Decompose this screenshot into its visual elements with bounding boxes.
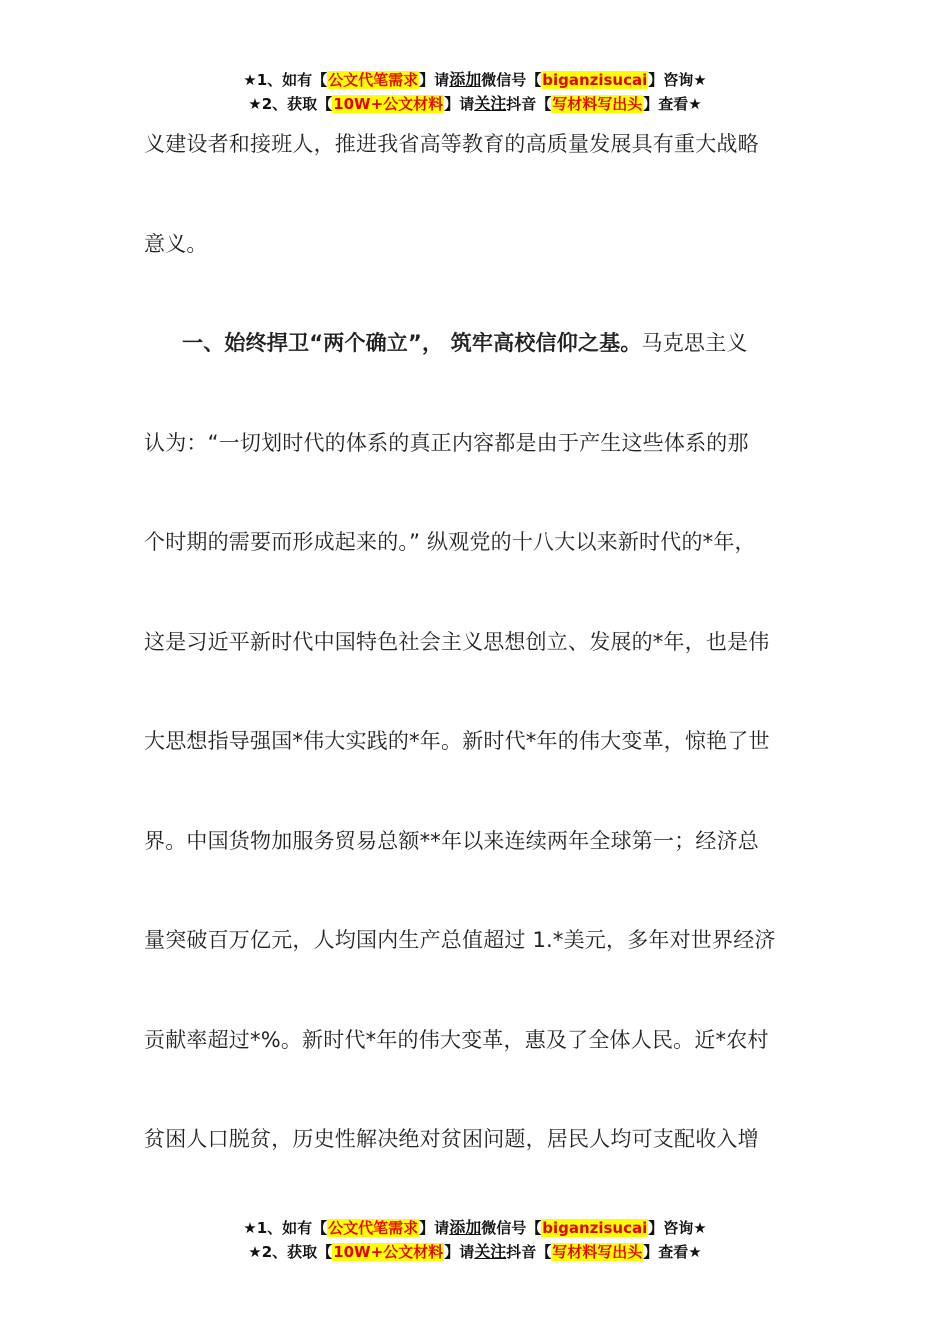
highlight-service: 公文代笔需求 [328, 71, 419, 89]
body-line: 个时期的需要而形成起来的。” 纵观党的十八大以来新时代的*年， [144, 530, 756, 554]
banner-text: 微信号【 [481, 71, 542, 89]
banner-text: ★2、获取【 [248, 95, 333, 113]
banner-text: 微信号【 [481, 1219, 542, 1237]
highlight-wechat-id: biganzisucai [542, 1219, 648, 1237]
banner-text: 】请 [444, 1243, 475, 1261]
body-line: 意义。 [144, 231, 208, 256]
body-line: 贫困人口脱贫，历史性解决绝对贫困问题，居民人均可支配收入增 [144, 1127, 759, 1151]
body-line: 认为：“一切划时代的体系的真正内容都是由于产生这些体系的那 [144, 430, 749, 455]
highlight-douyin-id: 写材料写出头 [552, 1243, 643, 1261]
highlight-wechat-id: biganzisucai [542, 71, 648, 89]
banner-line-2 [0, 1240, 950, 1264]
body-line: 贡献率超过*%。新时代*年的伟大变革，惠及了全体人民。近*农村 [144, 1027, 769, 1052]
banner-text: 抖音【 [506, 1243, 552, 1261]
banner-text: 】咨询★ [648, 71, 707, 89]
banner-emphasis: 关注 [474, 1242, 507, 1261]
banner-emphasis: 关注 [474, 94, 507, 113]
banner-line-1 [0, 68, 950, 92]
header-banner [0, 68, 950, 116]
banner-line-2 [0, 92, 950, 116]
highlight-materials: 10W+公文材料 [333, 95, 444, 113]
banner-text: 】查看★ [643, 1243, 702, 1261]
banner-text: 】请 [444, 95, 475, 113]
highlight-materials: 10W+公文材料 [333, 1243, 444, 1261]
body-line: 量突破百万亿元，人均国内生产总值超过 1.*美元，多年对世界经济 [144, 928, 776, 952]
banner-emphasis: 添加 [449, 1218, 482, 1237]
footer-banner [0, 1216, 950, 1264]
banner-line-1 [0, 1216, 950, 1240]
banner-text: 抖音【 [506, 95, 552, 113]
highlight-service: 公文代笔需求 [328, 1219, 419, 1237]
banner-text: 】查看★ [643, 95, 702, 113]
banner-text: 】咨询★ [648, 1219, 707, 1237]
section-heading-line [144, 321, 809, 421]
highlight-douyin-id: 写材料写出头 [552, 95, 643, 113]
banner-text: 】请 [419, 71, 450, 89]
body-line: 界。中国货物加服务贸易总额**年以来连续两年全球第一；经济总 [144, 828, 759, 853]
banner-text: ★2、获取【 [248, 1243, 333, 1261]
body-text-run: 马克思主义 [641, 331, 748, 355]
banner-text: ★1、如有【 [243, 1219, 328, 1237]
body-line: 义建设者和接班人，推进我省高等教育的高质量发展具有重大战略 [144, 132, 759, 156]
body-line: 这是习近平新时代中国特色社会主义思想创立、发展的*年，也是伟 [144, 629, 770, 654]
banner-text: ★1、如有【 [243, 71, 328, 89]
banner-emphasis: 添加 [449, 70, 482, 89]
document-body [144, 122, 809, 1217]
body-line: 大思想指导强国*伟大实践的*年。新时代*年的伟大变革，惊艳了世 [144, 729, 770, 753]
section-heading: 一、始终捍卫“两个确立”， 筑牢高校信仰之基。 [182, 331, 642, 355]
banner-text: 】请 [419, 1219, 450, 1237]
